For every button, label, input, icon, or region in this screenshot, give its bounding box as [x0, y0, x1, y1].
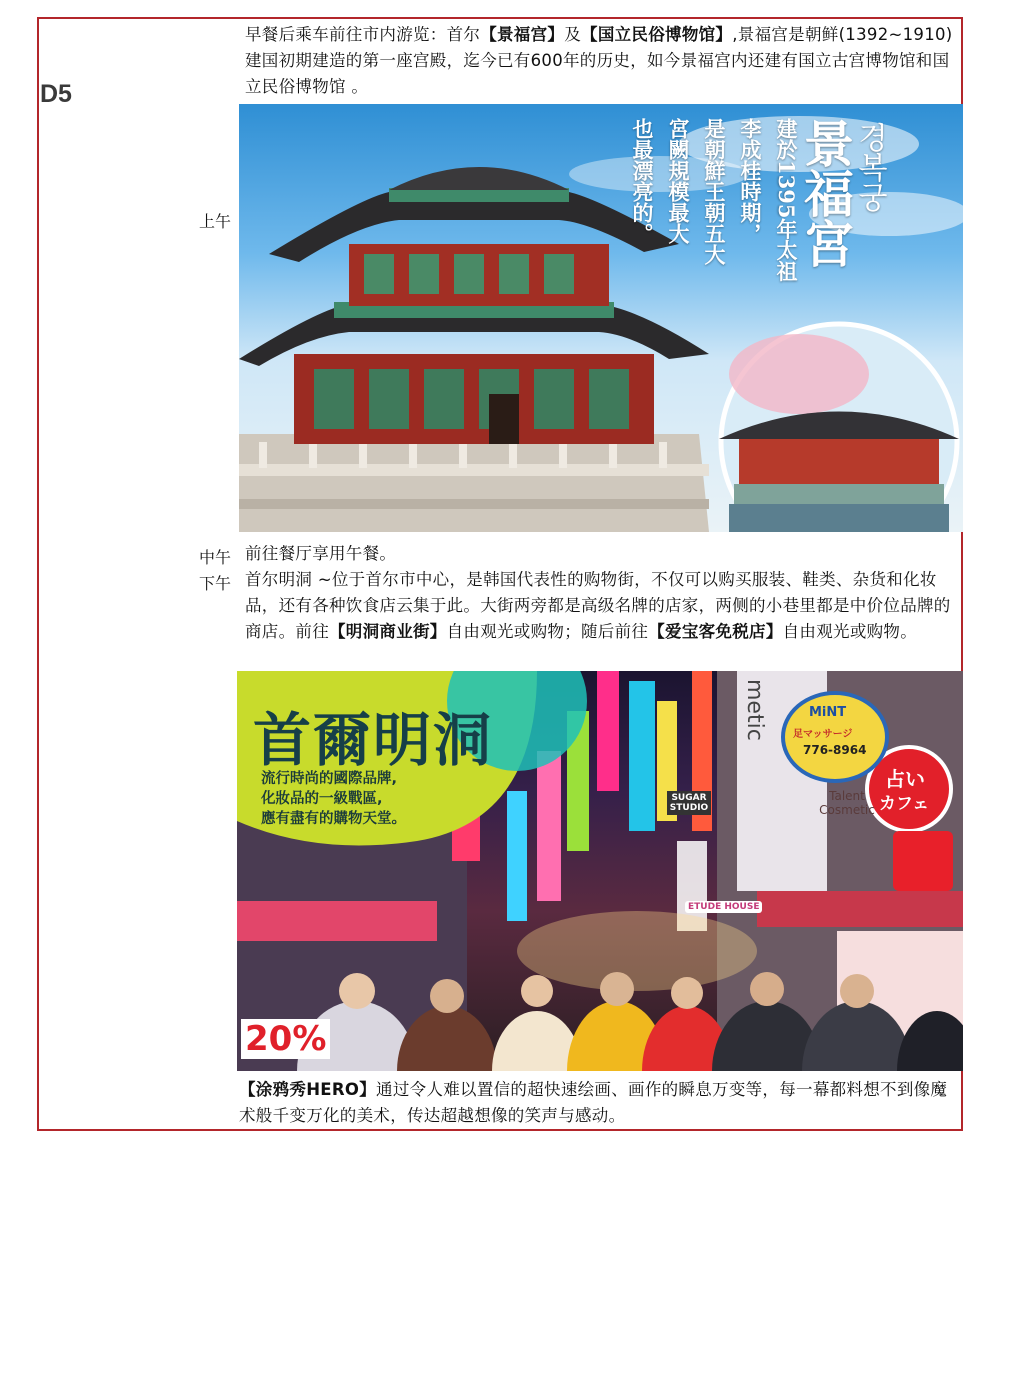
palace-chinese-title: 景福宮 — [796, 118, 855, 268]
morning-and: 及 — [564, 25, 582, 44]
palace-caption-line: 也最漂亮的。 — [630, 118, 655, 244]
palace-caption-line: 宮闕規模最大 — [666, 118, 691, 244]
noon-text: 前往餐厅享用午餐。 — [245, 544, 397, 563]
day-label: D5 — [40, 80, 72, 108]
afternoon-end: 自由观光或购物。 — [782, 622, 918, 641]
myeongdong-caption — [261, 769, 406, 829]
museum-name: 【国立民俗博物馆】 — [581, 25, 733, 44]
myeongdong-caption-line: 化妝品的一級戰區, — [261, 791, 383, 807]
myeongdong-name: 【明洞商业街】 — [329, 622, 447, 641]
noon-label: 中午 — [199, 548, 232, 567]
myeongdong-photo — [237, 671, 963, 1071]
discount-sign: 20% — [241, 1019, 330, 1059]
palace-korean-title: 경복궁 — [852, 122, 887, 212]
palace-caption — [625, 118, 803, 328]
afternoon-label: 下午 — [199, 574, 232, 593]
afternoon-mid: 自由观光或购物；随后前往 — [446, 622, 649, 641]
mint-sign: MiNT — [809, 705, 847, 720]
morning-rest: ,景福宫是朝鲜(1392~1910)建国初期建造的第一座宫殿，迄今已有600年的历史，如今景福宫内还建有国立古宫博物馆和国立民俗博物馆 。 — [245, 25, 953, 96]
dutyfree-name: 【爱宝客免税店】 — [648, 622, 783, 641]
etude-sign: ETUDE HOUSE — [685, 901, 762, 913]
talent-sign: Talent Cosmetic — [819, 789, 875, 817]
mint-phone: 776-8964 — [803, 743, 867, 757]
palace-caption-line: 是朝鮮王朝五大 — [702, 118, 727, 265]
evening-text: 通过令人难以置信的超快速绘画、画作的瞬息万变等，每一幕都料想不到像魔术般千变万化的美术，传达超越想像的笑声与感动。 — [239, 1080, 948, 1125]
morning-intro: 早餐后乘车前往市内游览：首尔 — [245, 25, 481, 44]
evening-paragraph — [239, 1077, 963, 1129]
show-name: 【涂鸦秀HERO】 — [239, 1080, 377, 1099]
myeongdong-title: 首爾明洞 — [253, 706, 494, 774]
myeongdong-caption-line: 應有盡有的購物天堂。 — [261, 811, 406, 827]
uranai-sign-top: 占い — [885, 767, 925, 791]
morning-paragraph — [245, 22, 963, 100]
metic-sign: metic — [742, 679, 767, 741]
gyeongbokgung-photo — [239, 104, 963, 532]
palace-caption-line: 李成桂時期， — [738, 118, 763, 244]
morning-label: 上午 — [199, 212, 232, 231]
uranai-sign-bottom: カフェ — [879, 794, 930, 814]
gyeongbokgung-name: 【景福宫】 — [480, 25, 565, 44]
mint-sign-sub: 足マッサージ — [793, 729, 853, 740]
afternoon-paragraph — [245, 567, 963, 645]
palace-caption-line: 建於1395年太祖 — [774, 118, 799, 282]
sugar-studio-sign: SUGAR STUDIO — [667, 791, 711, 815]
myeongdong-caption-line: 流行時尚的國際品牌, — [261, 771, 398, 787]
afternoon-intro: 首尔明洞 ~位于首尔市中心，是韩国代表性的购物街，不仅可以购买服装、鞋类、杂货和化妆品，还有各种饮食店云集于此。大街两旁都是高级名牌的店家，两侧的小巷里都是中价位品牌的商店。前往 — [245, 570, 951, 641]
